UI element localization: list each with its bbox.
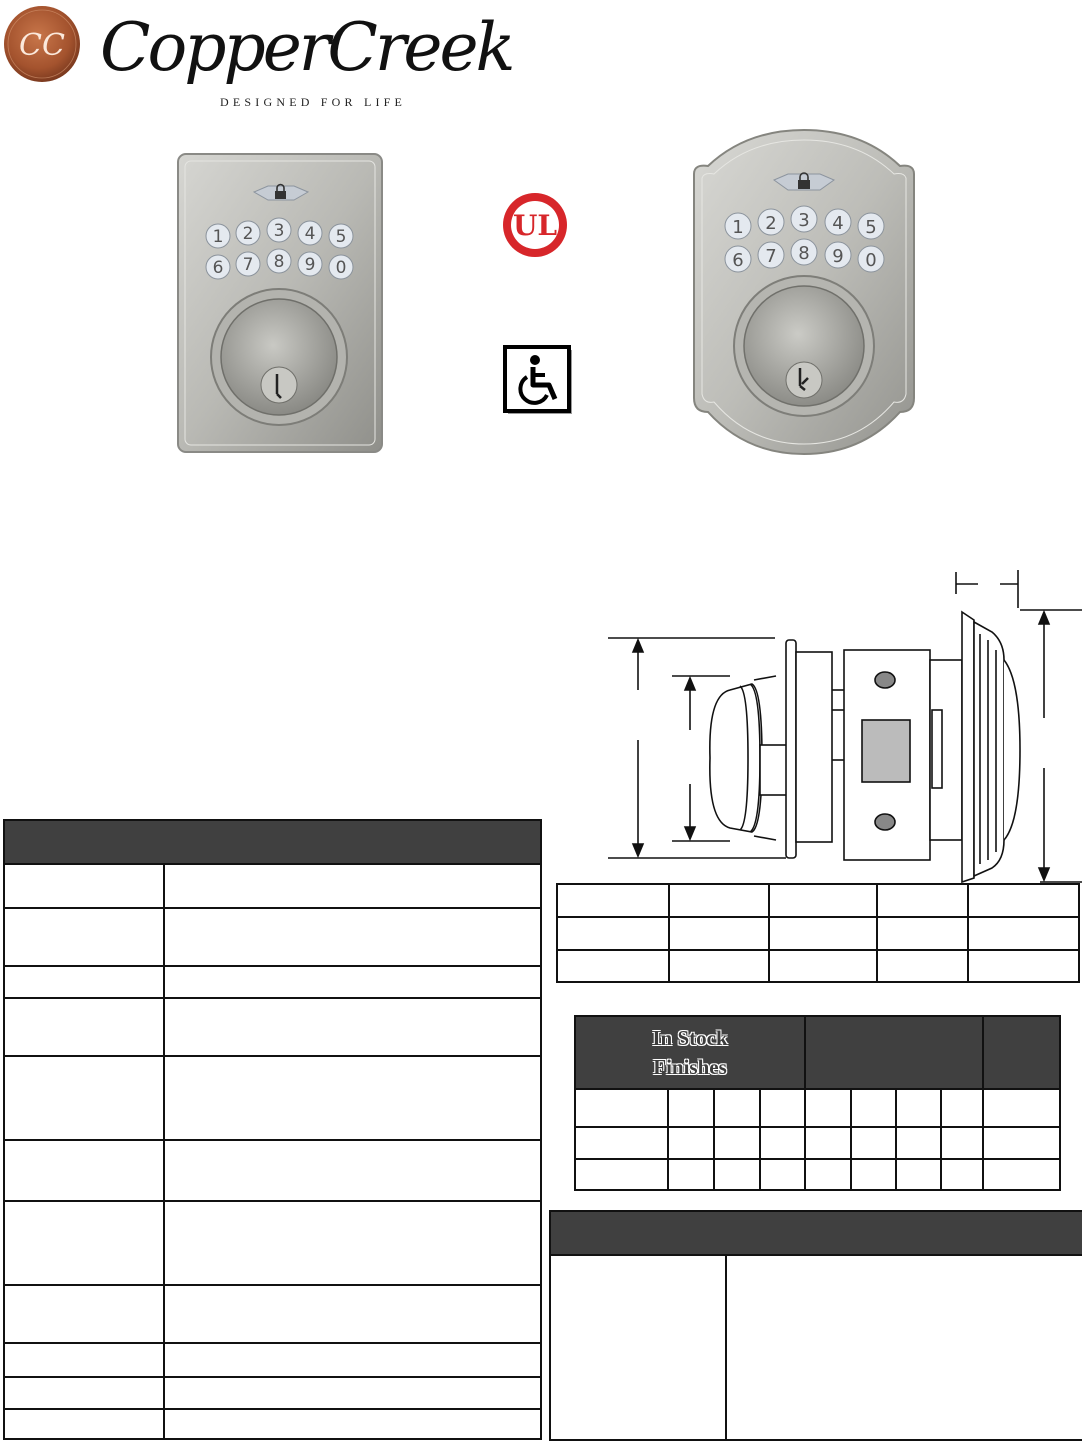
arched-deadbolt-image	[690, 128, 918, 456]
table-row	[4, 1285, 541, 1343]
finish-group-header	[805, 1016, 983, 1089]
in-stock-finishes-heading: In Stock Finishes	[575, 1016, 805, 1089]
svg-text:8: 8	[273, 252, 285, 272]
table-row	[4, 1201, 541, 1285]
table-row	[4, 966, 541, 998]
svg-text:4: 4	[304, 224, 316, 244]
table-row	[550, 1255, 1082, 1440]
wheelchair-accessible-icon	[503, 345, 573, 415]
table-row	[575, 1127, 1060, 1159]
svg-text:9: 9	[304, 255, 316, 275]
table-row	[4, 998, 541, 1056]
features-table-header	[550, 1211, 1082, 1255]
table-row	[4, 1377, 541, 1409]
logo-seal-icon	[2, 4, 82, 84]
table-row	[557, 917, 1079, 950]
svg-text:5: 5	[865, 217, 877, 238]
ul-listed-icon	[500, 190, 570, 260]
table-row	[4, 908, 541, 966]
svg-text:3: 3	[273, 221, 285, 241]
finish-extra-header	[983, 1016, 1060, 1089]
dimensions-table	[556, 883, 1080, 983]
svg-text:7: 7	[242, 255, 254, 275]
svg-text:6: 6	[732, 250, 744, 271]
table-row	[4, 1343, 541, 1377]
svg-text:1: 1	[732, 217, 744, 238]
finishes-table	[574, 1015, 1061, 1191]
table-row	[575, 1089, 1060, 1127]
table-row	[557, 950, 1079, 982]
svg-text:8: 8	[798, 243, 810, 264]
rectangular-deadbolt-image	[176, 152, 384, 454]
svg-text:6: 6	[212, 258, 224, 278]
logo-monogram: CC	[19, 28, 65, 63]
table-row	[4, 1409, 541, 1439]
svg-text:0: 0	[335, 258, 347, 278]
svg-text:3: 3	[798, 210, 810, 231]
svg-text:2: 2	[242, 224, 254, 244]
brand-tagline: DESIGNED FOR LIFE	[220, 95, 407, 109]
brand-name: CopperCreek	[100, 9, 513, 86]
table-row	[557, 884, 1079, 917]
svg-text:5: 5	[335, 227, 347, 247]
specification-table	[3, 819, 542, 1440]
table-row	[4, 864, 541, 908]
svg-text:7: 7	[765, 246, 777, 267]
side-view-dimension-drawing	[600, 560, 1082, 885]
svg-text:UL: UL	[512, 209, 558, 242]
table-row	[575, 1159, 1060, 1190]
svg-text:1: 1	[212, 227, 224, 247]
svg-text:2: 2	[765, 213, 777, 234]
table-row	[4, 1056, 541, 1140]
spec-table-header	[4, 820, 541, 864]
table-row	[4, 1140, 541, 1201]
svg-text:0: 0	[865, 250, 877, 271]
svg-text:9: 9	[832, 246, 844, 267]
features-table	[549, 1210, 1082, 1441]
svg-text:4: 4	[832, 213, 844, 234]
